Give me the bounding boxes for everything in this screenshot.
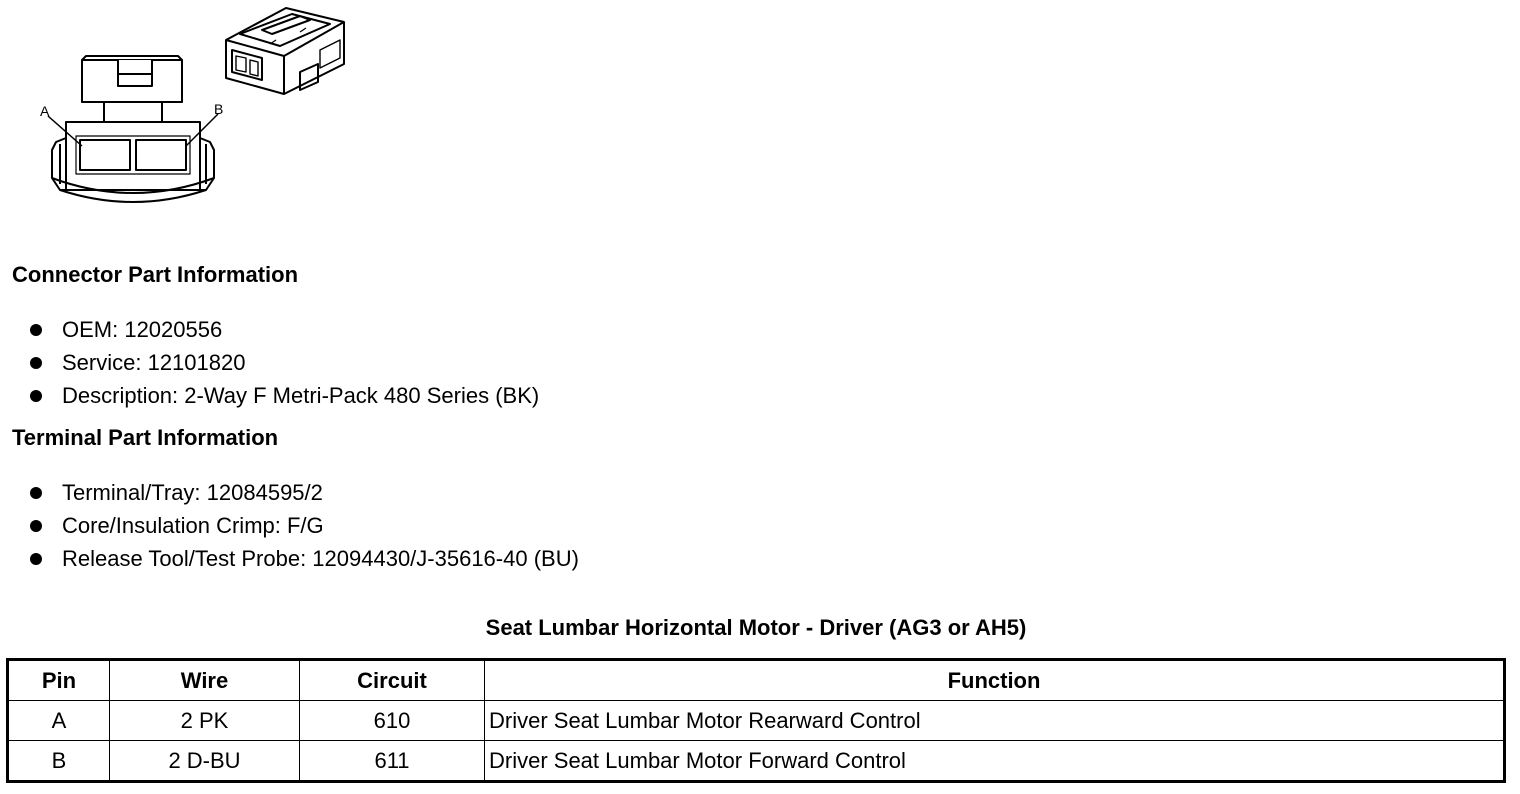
list-item: Core/Insulation Crimp: F/G — [28, 511, 579, 544]
list-item: OEM: 12020556 — [28, 315, 539, 348]
header-pin: Pin — [8, 660, 110, 701]
header-circuit: Circuit — [300, 660, 485, 701]
connector-diagram — [0, 0, 400, 240]
pinout-table — [6, 658, 1506, 783]
header-function: Function — [485, 660, 1505, 701]
table-title: Seat Lumbar Horizontal Motor - Driver (AG3 or AH5) — [485, 615, 1027, 640]
cell-pin: B — [8, 741, 110, 782]
table-row — [8, 701, 1505, 741]
cell-pin: A — [8, 701, 110, 741]
connector-face-view — [48, 56, 218, 202]
list-item: Terminal/Tray: 12084595/2 — [28, 478, 579, 511]
header-wire: Wire — [110, 660, 300, 701]
cell-function: Driver Seat Lumbar Motor Rearward Control — [485, 701, 1505, 741]
cell-circuit: 610 — [300, 701, 485, 741]
terminal-part-info-heading: Terminal Part Information — [12, 425, 279, 450]
pin-a-label: A — [40, 103, 50, 119]
pin-b-label: B — [214, 101, 224, 117]
list-item: Description: 2-Way F Metri-Pack 480 Series (BK) — [28, 381, 539, 414]
cell-wire: 2 PK — [110, 701, 300, 741]
table-row — [8, 741, 1505, 782]
list-item: Service: 12101820 — [28, 348, 539, 381]
cell-circuit: 611 — [300, 741, 485, 782]
cell-function: Driver Seat Lumbar Motor Forward Control — [485, 741, 1505, 782]
connector-part-info-heading: Connector Part Information — [12, 262, 299, 287]
list-item: Release Tool/Test Probe: 12094430/J-35616-40 (BU) — [28, 544, 579, 577]
table-header-row — [8, 660, 1505, 701]
terminal-part-info-list — [28, 478, 579, 577]
connector-isometric-view — [226, 8, 344, 94]
connector-part-info-list — [28, 315, 539, 414]
cell-wire: 2 D-BU — [110, 741, 300, 782]
